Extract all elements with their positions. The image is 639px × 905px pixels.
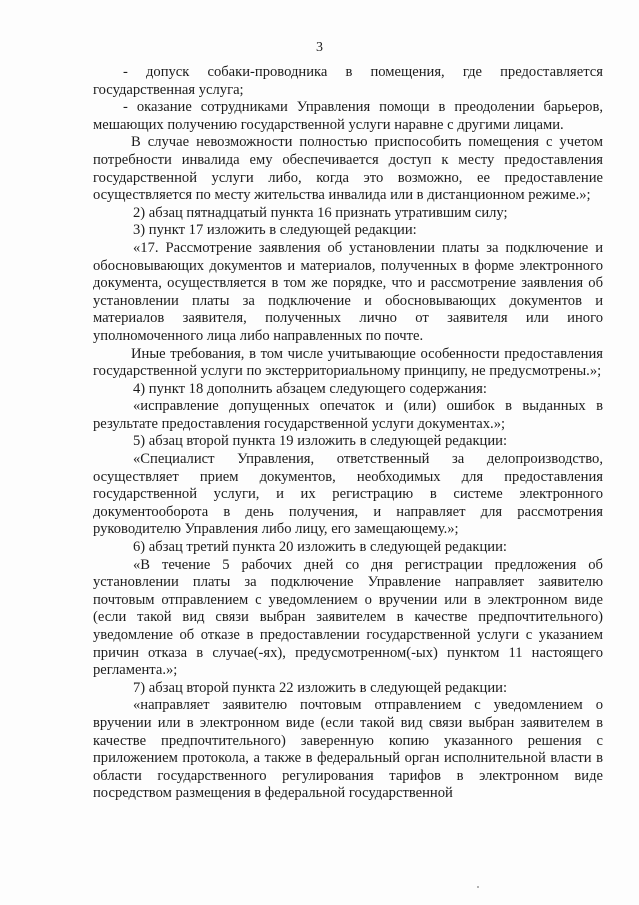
paragraph: 5) абзац второй пункта 19 изложить в следующей редакции: xyxy=(133,433,508,450)
paragraph: В случае невозможности полностью приспособить помещения с учетом потребности инвалида ему обеспечивается доступ к месту предоставления государственной услуги либо, когда это возможно, ее предоставление осуществляется по месту жительства инвалида или в дистанционном режиме.»; xyxy=(93,134,603,204)
paragraph: 4) пункт 18 дополнить абзацем следующего содержания: xyxy=(133,380,487,397)
document-body xyxy=(93,64,603,803)
paragraph: - допуск собаки-проводника в помещения, где предоставляется государственная услуга; xyxy=(93,64,603,98)
paragraph: «исправление допущенных опечаток и (или) ошибок в выданных в результате предоставления государственной услуги документах.»; xyxy=(93,398,603,432)
paragraph: 7) абзац второй пункта 22 изложить в следующей редакции: xyxy=(133,679,508,696)
page-number: 3 xyxy=(316,40,323,55)
paragraph: «Специалист Управления, ответственный за делопроизводство, осуществляет прием документов, необходимых для предоставления государственной услуги, и их регистрацию в системе электронного документооборота в день получения, и направляет для рассмотрения руководителю Управления либо лицу, его замещающему.»; xyxy=(93,451,603,538)
paragraph: Иные требования, в том числе учитывающие особенности предоставления государственной услуги по экстерриториальному принципу, не предусмотрены.»; xyxy=(93,345,603,380)
paragraph: «17. Рассмотрение заявления об установлении платы за подключение и обосновывающих документов и материалов, полученных в форме электронного документа, осуществляется в том же порядке, что и рассмотрение заявления об установлении платы за подключение и обосновывающих документов и материалов заявителя, полученных лично от заявителя или иного уполномоченного лица либо направленных по почте. xyxy=(93,239,603,344)
paragraph: 3) пункт 17 изложить в следующей редакции: xyxy=(133,222,417,239)
paragraph: 6) абзац третий пункта 20 изложить в следующей редакции: xyxy=(133,539,507,556)
paragraph: 2) абзац пятнадцатый пункта 16 признать утратившим силу; xyxy=(133,204,508,221)
paragraph: - оказание сотрудниками Управления помощи в преодолении барьеров, мешающих получению государственной услуги наравне с другими лицами. xyxy=(93,99,603,133)
paragraph: «направляет заявителю почтовым отправлением с уведомлением о вручении или в электронном виде (если такой вид связи выбран заявителем в качестве предпочтительного) заверенную копию указанного решения с приложением протокола, а также в федеральный орган исполнительной власти в области государственного регулирования тарифов в электронном виде посредством размещения в федеральной государственной xyxy=(93,697,603,802)
paragraph: «В течение 5 рабочих дней со дня регистрации предложения об установлении платы за подключение Управление направляет заявителю почтовым отправлением с уведомлением о вручении или в электронном виде (если такой вид связи выбран заявителем в качестве предпочтительного) уведомление об отказе в предоставлении государственной услуги с указанием причин отказа в случае(-ях), предусмотренном(-ых) пунктом 11 настоящего регламента.»; xyxy=(93,556,603,679)
scan-speck xyxy=(477,886,479,888)
